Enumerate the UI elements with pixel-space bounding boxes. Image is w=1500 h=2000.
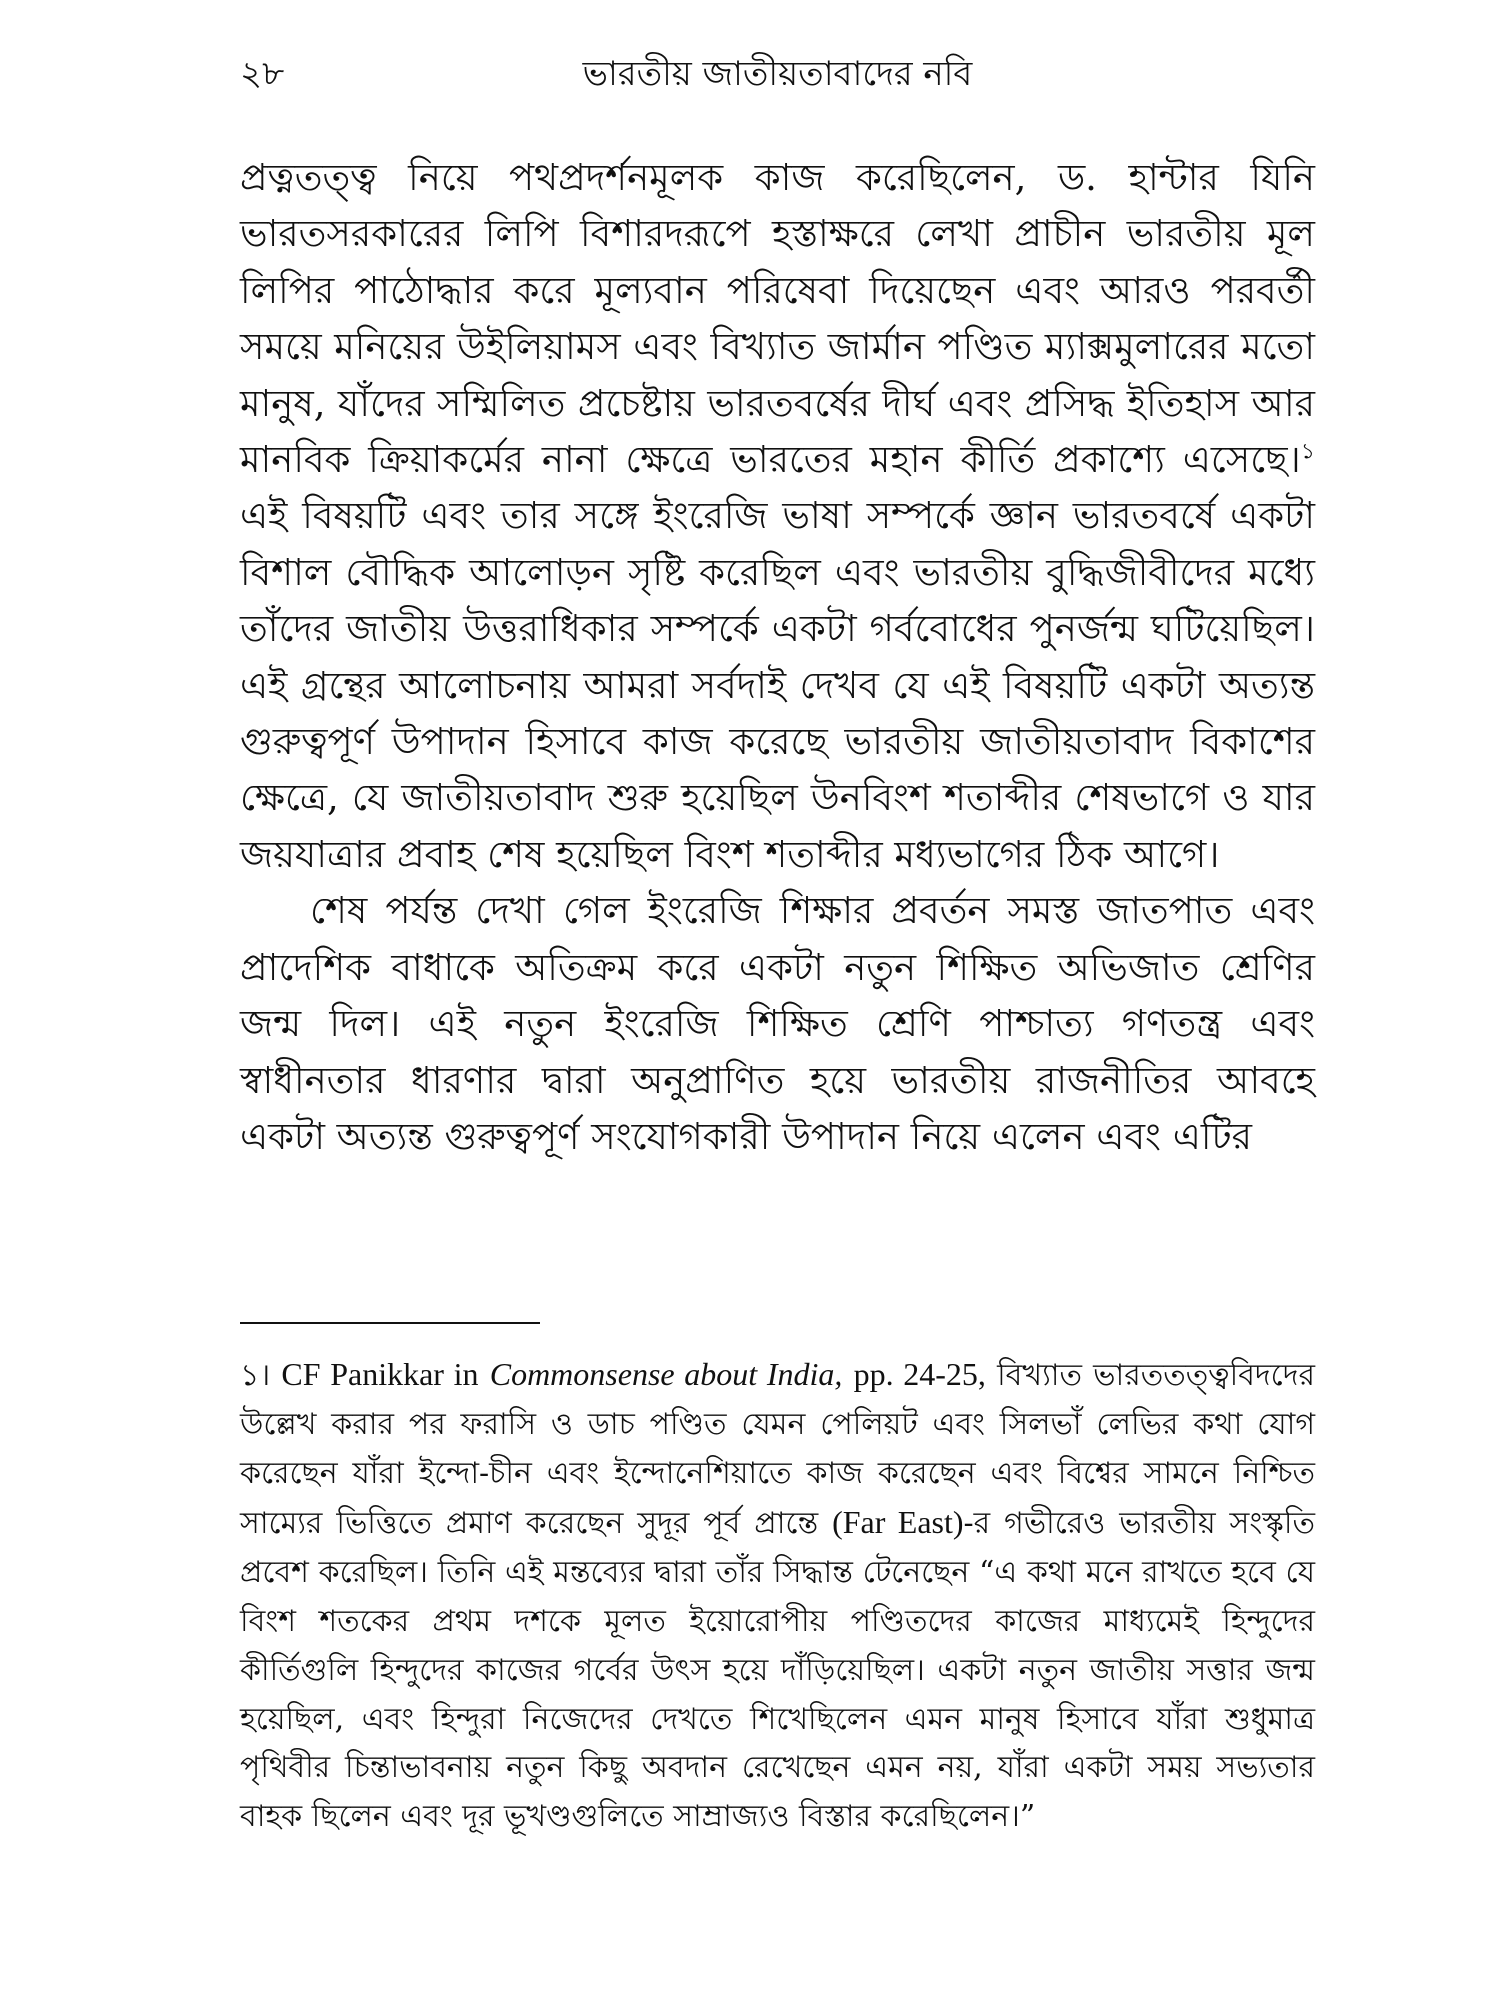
footnote-cite-title: Commonsense about India, [489,1356,843,1392]
paragraph-1 [240,150,1315,883]
body-text [240,150,1315,1165]
paragraph-2: শেষ পর্যন্ত দেখা গেল ইংরেজি শিক্ষার প্রবর্তন সমস্ত জাতপাত এবং প্রাদেশিক বাধাকে অতিক্রম করে একটা নতুন শিক্ষিত অভিজাত শ্রেণির জন্ম দিল। এই নতুন ইংরেজি শিক্ষিত শ্রেণি পাশ্চাত্য গণতন্ত্র এবং স্বাধীনতার ধারণার দ্বারা অনুপ্রাণিত হয়ে ভারতীয় রাজনীতির আবহে একটা অত্যন্ত গুরুত্বপূর্ণ সংযোগকারী উপাদান নিয়ে এলেন এবং এটির [240,889,1315,1158]
paragraph-1-text-a: প্রত্নতত্ত্ব নিয়ে পথপ্রদর্শনমূলক কাজ করেছিলেন, ড. হান্টার যিনি ভারতসরকারের লিপি বিশারদরূপে হস্তাক্ষরে লেখা প্রাচীন ভারতীয় মূল লিপির পাঠোদ্ধার করে মূল্যবান পরিষেবা দিয়েছেন এবং আরও পরবর্তী সময়ে মনিয়ের উইলিয়ামস এবং বিখ্যাত জার্মান পণ্ডিত ম্যাক্সমুলারের মতো মানুষ, যাঁদের সম্মিলিত প্রচেষ্টায় ভারতবর্ষের দীর্ঘ এবং প্রসিদ্ধ ইতিহাস আর মানবিক ক্রিয়াকর্মের নানা ক্ষেত্রে ভারতের মহান কীর্তি প্রকাশ্যে এসেছে। [240,156,1315,482]
footnote-marker: ১। [240,1358,271,1393]
footnote-text: বিখ্যাত ভারততত্ত্ববিদদের উল্লেখ করার পর ফরাসি ও ডাচ পণ্ডিত যেমন পেলিয়ট এবং সিলভাঁ লেভির কথা যোগ করেছেন যাঁরা ইন্দো-চীন এবং ইন্দোনেশিয়াতে কাজ করেছেন এবং বিশ্বের সামনে নিশ্চিত সাম্যের ভিত্তিতে প্রমাণ করেছেন সুদূর পূর্ব প্রান্তে [240,1358,1315,1542]
footnote-divider [240,1322,540,1324]
running-title: ভারতীয় জাতীয়তাবাদের নবি [582,54,973,94]
page-number: ২৮ [240,54,285,94]
footnote-far-east: (Far East) [832,1504,964,1541]
footnote-text-continued: -র গভীরেও ভারতীয় সংস্কৃতি প্রবেশ করেছিল। তিনি এই মন্তব্যের দ্বারা তাঁর সিদ্ধান্ত টেনেছেন “এ কথা মনে রাখতে হবে যে বিংশ শতকের প্রথম দশকে মূলত ইয়োরোপীয় পণ্ডিতদের কাজের মাধ্যমেই হিন্দুদের কীর্তিগুলি হিন্দুদের কাজের গর্বের উৎস হয়ে দাঁড়িয়েছিল। একটা নতুন জাতীয় সত্তার জন্ম হয়েছিল, এবং হিন্দুরা নিজেদের দেখতে শিখেছিলেন এমন মানুষ হিসাবে যাঁরা শুধুমাত্র পৃথিবীর চিন্তাভাবনায় নতুন কিছু অবদান রেখেছেন এমন নয়, যাঁরা একটা সময় সভ্যতার বাহক ছিলেন এবং দূর ভূখণ্ডগুলিতে সাম্রাজ্যও বিস্তার করেছিলেন।” [240,1506,1315,1835]
footnote-reference: ১ [1300,439,1315,465]
footnote-cite-prefix: CF Panikkar in [281,1356,479,1392]
footnote [240,1350,1315,1842]
paragraph-1-text-b: এই বিষয়টি এবং তার সঙ্গে ইংরেজি ভাষা সম্পর্কে জ্ঞান ভারতবর্ষে একটা বিশাল বৌদ্ধিক আলোড়ন সৃষ্টি করেছিল এবং ভারতীয় বুদ্ধিজীবীদের মধ্যে তাঁদের জাতীয় উত্তরাধিকার সম্পর্কে একটা গর্ববোধের পুনর্জন্ম ঘটিয়েছিল। এই গ্রন্থের আলোচনায় আমরা সর্বদাই দেখব যে এই বিষয়টি একটা অত্যন্ত গুরুত্বপূর্ণ উপাদান হিসাবে কাজ করেছে ভারতীয় জাতীয়তাবাদ বিকাশের ক্ষেত্রে, যে জাতীয়তাবাদ শুরু হয়েছিল উনবিংশ শতাব্দীর শেষভাগে ও যার জয়যাত্রার প্রবাহ শেষ হয়েছিল বিংশ শতাব্দীর মধ্যভাগের ঠিক আগে। [240,494,1315,876]
page-header [240,48,1315,108]
footnote-cite-pages: pp. 24-25, [853,1356,986,1392]
